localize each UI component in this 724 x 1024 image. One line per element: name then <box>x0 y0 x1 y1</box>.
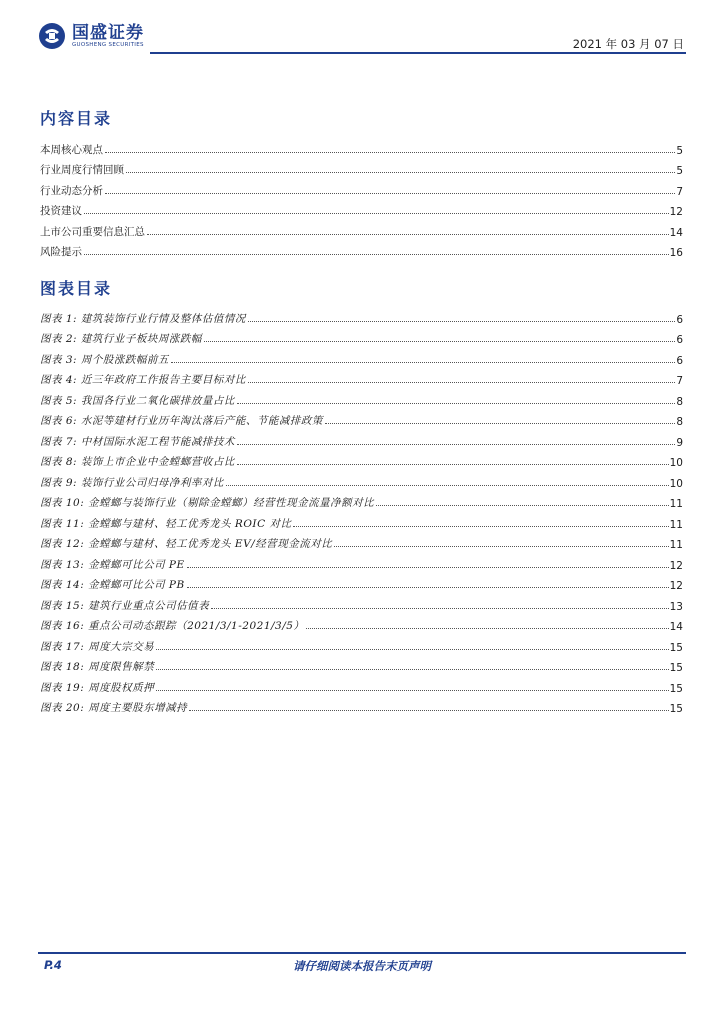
contents-entry-label: 本周核心观点 <box>40 143 103 156</box>
contents-entry-page: 14 <box>669 226 683 239</box>
figure-entry[interactable] <box>40 387 683 408</box>
figure-entry-page: 14 <box>669 621 683 633</box>
figure-entry-label: 图表 15: 建筑行业重点公司估值表 <box>40 599 210 612</box>
figure-entry-page: 8 <box>676 395 683 408</box>
figure-entry-page: 11 <box>669 498 683 510</box>
dot-leader <box>293 526 668 527</box>
dot-leader <box>189 710 669 711</box>
figure-entry[interactable] <box>40 531 683 552</box>
dot-leader <box>211 608 669 609</box>
contents-entry-label: 行业周度行情回顾 <box>40 164 124 176</box>
figure-entry-page: 15 <box>669 703 683 715</box>
figure-entry-label: 图表 11: 金螳螂与建材、轻工优秀龙头 ROIC 对比 <box>40 517 292 530</box>
contents-entry[interactable] <box>40 218 683 239</box>
figure-entry[interactable] <box>40 695 683 716</box>
header-divider <box>150 52 686 54</box>
report-date: 2021 年 03 月 07 日 <box>572 37 684 51</box>
figure-entry[interactable] <box>40 305 683 326</box>
figure-entry-label: 图表 18: 周度限售解禁 <box>40 661 155 673</box>
figure-entry-page: 15 <box>669 641 683 654</box>
dot-leader <box>248 321 675 322</box>
contents-entry[interactable] <box>40 239 683 260</box>
dot-leader <box>187 567 669 568</box>
contents-entry-page: 5 <box>676 144 683 157</box>
figure-entry-label: 图表 7: 中材国际水泥工程节能减排技术 <box>40 435 235 448</box>
figures-list <box>40 305 683 715</box>
figure-entry[interactable] <box>40 510 683 531</box>
logo-name-cn: 国盛证券 <box>72 22 144 43</box>
contents-entry-label: 行业动态分析 <box>40 184 103 197</box>
logo-icon <box>38 22 66 50</box>
contents-entry-label: 风险提示 <box>40 246 82 258</box>
figure-entry[interactable] <box>40 449 683 470</box>
dot-leader <box>126 172 675 173</box>
dot-leader <box>248 382 675 383</box>
figure-entry-page: 10 <box>669 477 683 490</box>
figure-entry-label: 图表 2: 建筑行业子板块周涨跌幅 <box>40 333 202 345</box>
figure-entry[interactable] <box>40 408 683 429</box>
contents-entry[interactable] <box>40 198 683 219</box>
figure-entry-label: 图表 4: 近三年政府工作报告主要目标对比 <box>40 374 246 386</box>
figure-entry[interactable] <box>40 428 683 449</box>
figure-entry[interactable] <box>40 551 683 572</box>
figure-entry-label: 图表 3: 周个股涨跌幅前五 <box>40 353 169 366</box>
dot-leader <box>204 341 675 342</box>
page-header <box>38 20 686 54</box>
figure-entry-label: 图表 13: 金螳螂可比公司 PE <box>40 558 185 571</box>
figure-entry-label: 图表 20: 周度主要股东增减持 <box>40 702 188 714</box>
dot-leader <box>156 690 669 691</box>
contents-entry[interactable] <box>40 136 683 157</box>
contents-list <box>40 136 683 259</box>
figure-entry-page: 11 <box>669 539 683 551</box>
dot-leader <box>334 546 668 547</box>
contents-entry-label: 投资建议 <box>40 205 82 217</box>
contents-entry[interactable] <box>40 157 683 178</box>
dot-leader <box>226 485 669 486</box>
contents-entry-label: 上市公司重要信息汇总 <box>40 225 145 238</box>
figure-entry-label: 图表 12: 金螳螂与建材、轻工优秀龙头 EV/经营现金流对比 <box>40 538 333 550</box>
figure-entry[interactable] <box>40 592 683 613</box>
dot-leader <box>105 152 675 153</box>
figure-entry-label: 图表 6: 水泥等建材行业历年淘汰落后产能、节能减排政策 <box>40 415 323 427</box>
dot-leader <box>171 362 675 363</box>
figure-entry-page: 6 <box>676 354 683 367</box>
figure-entry-label: 图表 14: 金螳螂可比公司 PB <box>40 579 185 591</box>
company-logo <box>38 20 144 52</box>
figure-entry-label: 图表 5: 我国各行业二氧化碳排放量占比 <box>40 394 235 407</box>
figure-entry[interactable] <box>40 613 683 634</box>
dot-leader <box>84 213 669 214</box>
dot-leader <box>84 254 669 255</box>
figure-entry[interactable] <box>40 674 683 695</box>
figure-entry-page: 12 <box>669 559 683 572</box>
figure-entry-page: 9 <box>676 436 683 449</box>
figure-entry-page: 10 <box>669 457 683 469</box>
dot-leader <box>325 423 675 424</box>
figure-entry[interactable] <box>40 326 683 347</box>
figure-entry-label: 图表 8: 装饰上市企业中金螳螂营收占比 <box>40 456 235 468</box>
contents-entry-page: 12 <box>669 206 683 218</box>
figure-entry-page: 7 <box>676 375 683 387</box>
figure-entry-page: 6 <box>676 334 683 346</box>
figure-entry-page: 13 <box>669 600 683 613</box>
dot-leader <box>237 403 675 404</box>
figure-entry[interactable] <box>40 367 683 388</box>
figure-entry[interactable] <box>40 633 683 654</box>
figure-entry-label: 图表 1: 建筑装饰行业行情及整体估值情况 <box>40 312 246 325</box>
figure-entry-label: 图表 10: 金螳螂与装饰行业（剔除金螳螂）经营性现金流量净额对比 <box>40 497 375 509</box>
contents-entry-page: 5 <box>676 165 683 177</box>
figure-entry-label: 图表 16: 重点公司动态跟踪（2021/3/1-2021/3/5） <box>40 620 305 632</box>
dot-leader <box>237 464 669 465</box>
contents-entry-page: 16 <box>669 247 683 259</box>
figure-entry[interactable] <box>40 572 683 593</box>
dot-leader <box>147 234 669 235</box>
contents-title: 内容目录 <box>40 109 113 128</box>
contents-entry[interactable] <box>40 177 683 198</box>
figure-entry-page: 12 <box>669 580 683 592</box>
figure-entry-page: 15 <box>669 662 683 674</box>
logo-name-en: GUOSHENG SECURITIES <box>72 41 144 48</box>
figure-entry-page: 11 <box>669 518 683 531</box>
figures-title: 图表目录 <box>40 279 113 298</box>
page-number: P.4 <box>44 958 62 972</box>
figure-entry-label: 图表 17: 周度大宗交易 <box>40 640 155 653</box>
dot-leader <box>156 649 669 650</box>
footer-divider <box>38 952 686 954</box>
figure-entry-page: 8 <box>676 416 683 428</box>
dot-leader <box>187 587 669 588</box>
figure-entry-page: 15 <box>669 682 683 695</box>
dot-leader <box>237 444 675 445</box>
dot-leader <box>376 505 669 506</box>
dot-leader <box>105 193 675 194</box>
figure-entry[interactable] <box>40 469 683 490</box>
dot-leader <box>156 669 669 670</box>
dot-leader <box>306 628 668 629</box>
figure-entry[interactable] <box>40 346 683 367</box>
figure-entry[interactable] <box>40 654 683 675</box>
figure-entry-label: 图表 9: 装饰行业公司归母净利率对比 <box>40 476 224 489</box>
figure-entry-label: 图表 19: 周度股权质押 <box>40 681 155 694</box>
figure-entry[interactable] <box>40 490 683 511</box>
disclaimer-note: 请仔细阅读本报告末页声明 <box>293 959 431 973</box>
figure-entry-page: 6 <box>676 313 683 326</box>
contents-entry-page: 7 <box>676 185 683 198</box>
